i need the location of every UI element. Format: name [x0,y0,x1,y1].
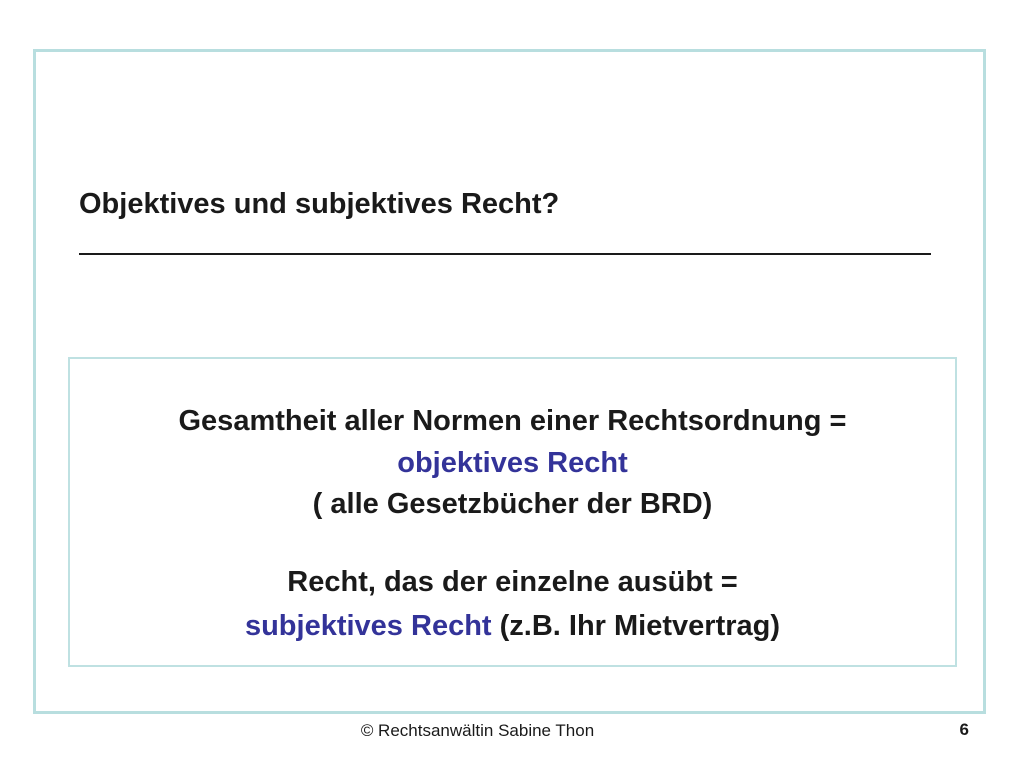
definition-line-subjective: Recht, das der einzelne ausübt = [287,566,738,598]
subjective-law-example: (z.B. Ihr Mietvertrag) [491,610,781,642]
subjective-law-line [68,610,957,643]
slide-title: Objektives und subjektives Recht? [79,188,560,220]
definition-line-objective: Gesamtheit aller Normen einer Rechtsordnung = [178,405,847,437]
title-underline [79,253,931,255]
objective-law-term: objektives Recht [397,447,628,479]
objective-law-example: ( alle Gesetzbücher der BRD) [312,488,713,520]
page-number: 6 [959,720,969,739]
footer-copyright: © Rechtsanwältin Sabine Thon [360,721,595,740]
subjective-law-term: subjektives Recht [244,610,492,642]
